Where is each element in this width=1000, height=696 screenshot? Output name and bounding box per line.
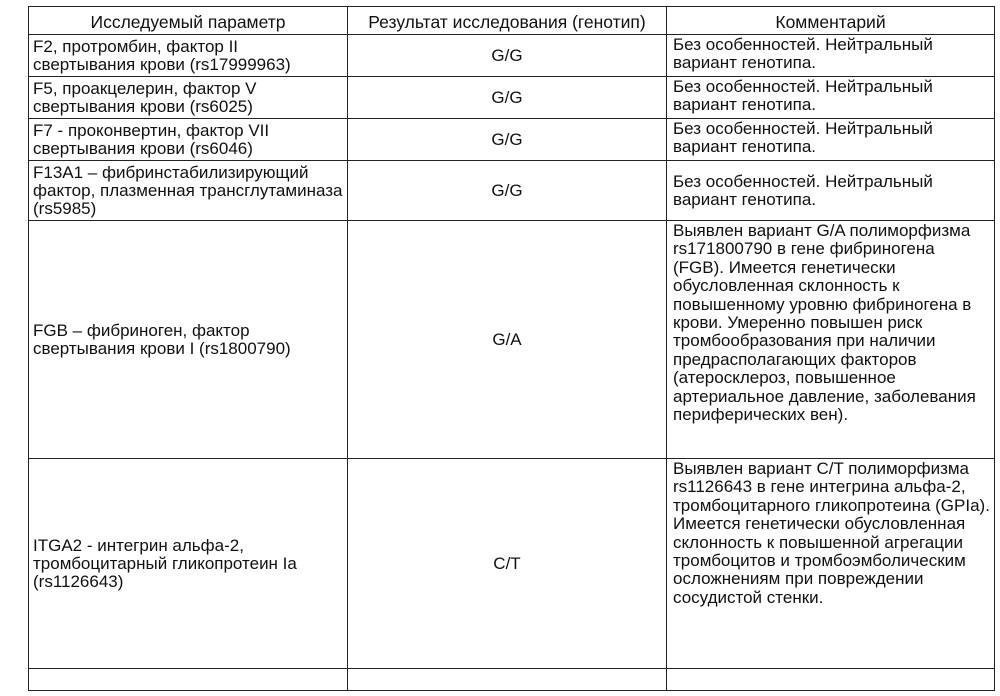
parameter-cell: F5, проакцелерин, фактор V свертывания крови (rs6025) (29, 77, 348, 119)
table-row (29, 459, 995, 669)
genotype-cell: C/T (348, 459, 667, 669)
table-row (29, 119, 995, 161)
comment-cell: Выявлен вариант C/T полиморфизма rs1126643 в гене интегрина альфа-2, тромбоцитарного гликопротеина (GPIa). Имеется генетически обусловленная склонность к повышенной агрегации тромбоцитов и тромбоэмболическим осложнениям при повреждении сосудистой стенки. (667, 459, 995, 669)
comment-cell: Без особенностей. Нейтральный вариант генотипа. (667, 35, 995, 77)
parameter-cell-empty (29, 669, 348, 691)
table-row (29, 221, 995, 459)
comment-cell: Без особенностей. Нейтральный вариант генотипа. (667, 77, 995, 119)
parameter-cell: F13A1 – фибринстабилизирующий фактор, плазменная трансглутаминаза (rs5985) (29, 161, 348, 221)
table-row (29, 77, 995, 119)
comment-cell: Выявлен вариант G/A полиморфизма rs171800790 в гене фибриногена (FGB). Имеется генетически обусловленная склонность к повышенному уровню фибриногена в крови. Умеренно повышен риск тромбообразования при наличии предрасполагающих факторов (атеросклероз, повышенное артериальное давление, заболевания периферических вен). (667, 221, 995, 459)
table-header-row (29, 7, 995, 35)
column-header-comment: Комментарий (667, 7, 995, 35)
table-row (29, 161, 995, 221)
genotype-cell: G/G (348, 119, 667, 161)
column-header-parameter: Исследуемый параметр (29, 7, 348, 35)
genotype-cell-empty (348, 669, 667, 691)
genotype-cell: G/A (348, 221, 667, 459)
table-row (29, 35, 995, 77)
parameter-cell: F7 - проконвертин, фактор VII свертывания крови (rs6046) (29, 119, 348, 161)
comment-cell: Без особенностей. Нейтральный вариант генотипа. (667, 119, 995, 161)
parameter-cell: F2, протромбин, фактор II свертывания крови (rs17999963) (29, 35, 348, 77)
genotype-results-table (28, 6, 995, 691)
column-header-genotype: Результат исследования (генотип) (348, 7, 667, 35)
parameter-cell: ITGA2 - интегрин альфа-2, тромбоцитарный гликопротеин Ia (rs1126643) (29, 459, 348, 669)
genotype-cell: G/G (348, 161, 667, 221)
comment-cell: Без особенностей. Нейтральный вариант генотипа. (667, 161, 995, 221)
parameter-cell: FGB – фибриноген, фактор свертывания крови I (rs1800790) (29, 221, 348, 459)
table-row-partial (29, 669, 995, 691)
comment-cell-empty (667, 669, 995, 691)
genotype-cell: G/G (348, 77, 667, 119)
genotype-cell: G/G (348, 35, 667, 77)
